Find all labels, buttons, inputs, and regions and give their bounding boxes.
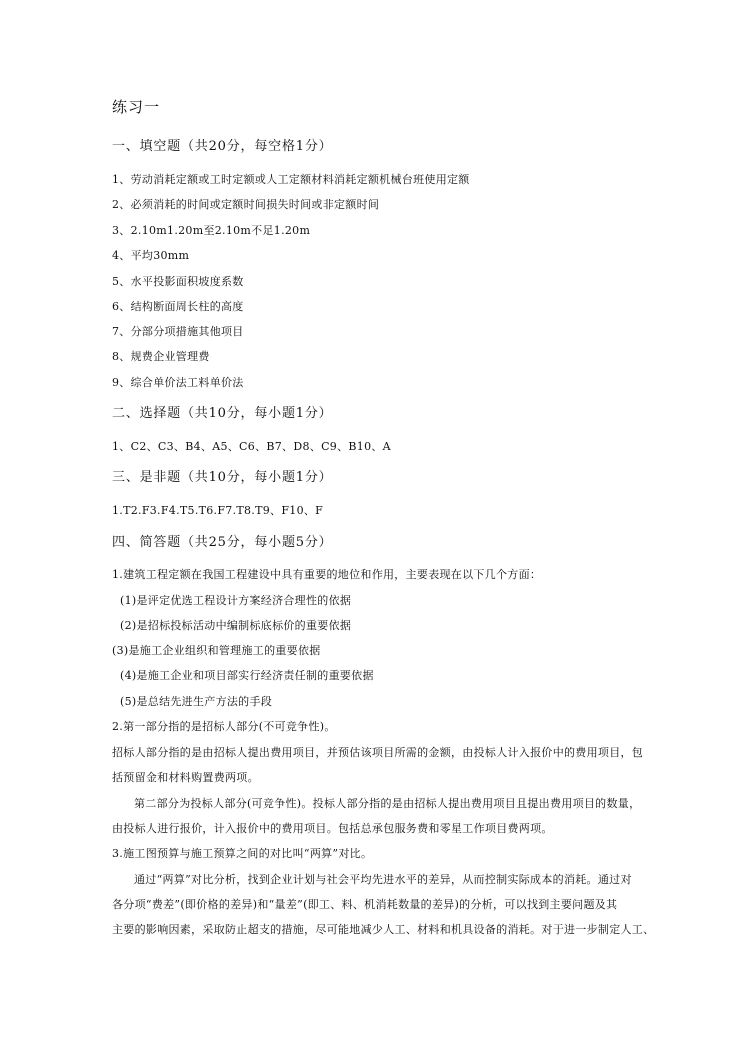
q1-intro: 1.建筑工程定额在我国工程建设中具有重要的地位和作用，主要表现在以下几个方面： — [112, 568, 542, 581]
q3-line2: 各分项“费差”(即价格的差异)和“量差”(即工、料、机消耗数量的差异)的分析，可以找到主要问题及其 — [112, 898, 618, 911]
page-title: 练习一 — [112, 98, 161, 116]
q1-point-5: (5)是总结先进生产方法的手段 — [120, 695, 273, 708]
q2-para1-line2: 括预留金和材料购置费两项。 — [112, 771, 259, 784]
section1-item-7: 7、分部分项措施其他项目 — [112, 325, 244, 338]
section4-heading: 四、简答题（共25分，每小题5分） — [112, 535, 333, 550]
section1-item-8: 8、规费企业管理费 — [112, 350, 210, 363]
q3-line1: 通过“两算”对比分析，找到企业计划与社会平均先进水平的差异，从而控制实际成本的消耗。通过对 — [134, 873, 632, 886]
q3-intro: 3.施工图预算与施工预算之间的对比叫“两算”对比。 — [112, 847, 373, 860]
q1-point-2: (2)是招标投标活动中编制标底标价的重要依据 — [120, 619, 352, 632]
q2-para2-line1: 第二部分为投标人部分(可竞争性)。投标人部分指的是由招标人提出费用项目且提出费用项目的数量， — [134, 797, 641, 810]
section1-item-1: 1、劳动消耗定额或工时定额或人工定额材料消耗定额机械台班使用定额 — [112, 173, 470, 186]
section1-item-3: 3、2.10m1.20m至2.10m不足1.20m — [112, 224, 311, 237]
section2-heading: 二、选择题（共10分，每小题1分） — [112, 406, 333, 421]
section2-answers: 1、C2、C3、B4、A5、C6、B7、D8、C9、B10、A — [112, 440, 391, 453]
q1-point-3: (3)是施工企业组织和管理施工的重要依据 — [112, 644, 321, 657]
section1-item-6: 6、结构断面周长柱的高度 — [112, 300, 244, 313]
section1-item-4: 4、平均30mm — [112, 249, 190, 262]
q2-para1-line1: 招标人部分指的是由招标人提出费用项目，并预估该项目所需的金额，由投标人计入报价中的费用项目，包 — [112, 746, 644, 759]
section3-heading: 三、是非题（共10分，每小题1分） — [112, 470, 333, 485]
section1-item-9: 9、综合单价法工料单价法 — [112, 376, 244, 389]
section1-item-5: 5、水平投影面积坡度系数 — [112, 275, 244, 288]
q3-line3: 主要的影响因素，采取防止超支的措施，尽可能地减少人工、材料和机具设备的消耗。对于进一步制定人工、 — [112, 923, 655, 936]
q1-point-4: (4)是施工企业和项目部实行经济责任制的重要依据 — [120, 669, 374, 682]
q2-intro: 2.第一部分指的是招标人部分(不可竞争性)。 — [112, 720, 336, 733]
q2-para2-line2: 由投标人进行报价，计入报价中的费用项目。包括总承包服务费和零星工作项目费两项。 — [112, 822, 553, 835]
section1-item-2: 2、必须消耗的时间或定额时间损失时间或非定额时间 — [112, 198, 380, 211]
section3-answers: 1.T2.F3.F4.T5.T6.F7.T8.T9、F10、F — [112, 504, 324, 517]
q1-point-1: (1)是评定优选工程设计方案经济合理性的依据 — [120, 594, 352, 607]
section1-heading: 一、填空题（共20分，每空格1分） — [112, 139, 333, 154]
